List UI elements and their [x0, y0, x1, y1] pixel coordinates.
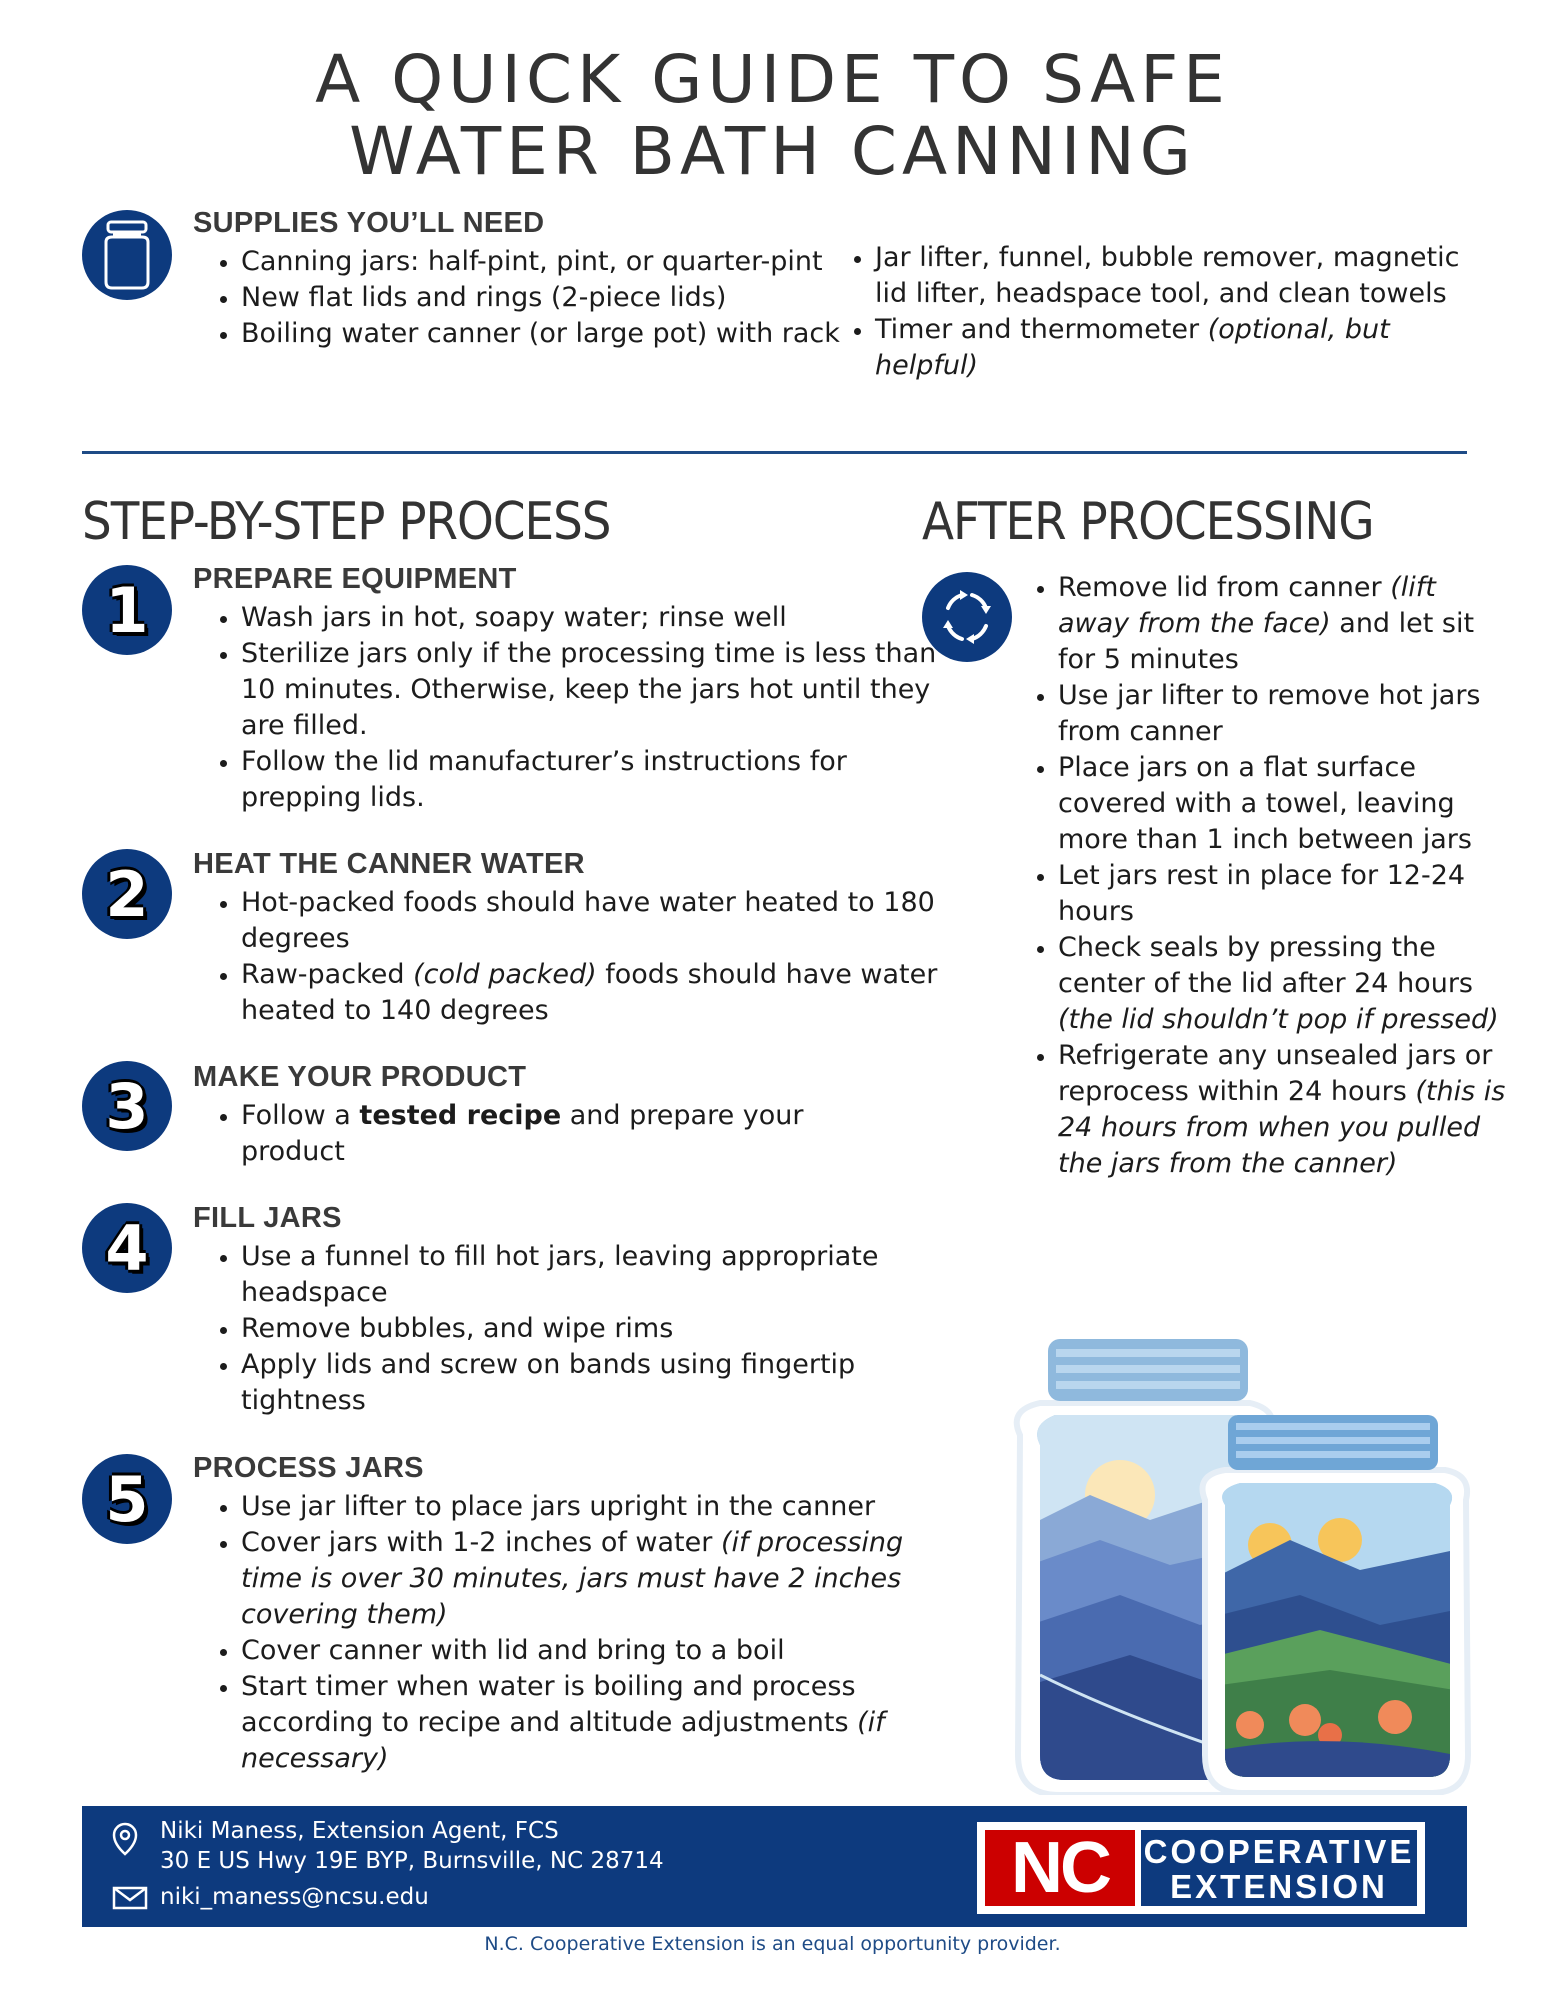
- list-item: • Let jars rest in place for 12-24 hours: [1058, 858, 1508, 930]
- step-2-heading: HEAT THE CANNER WATER: [193, 848, 585, 880]
- list-item: • Wash jars in hot, soapy water; rinse well: [241, 600, 941, 636]
- title-line-2: WATER BATH CANNING: [349, 113, 1196, 190]
- list-item: • Boiling water canner (or large pot) with rack: [241, 316, 861, 352]
- list-item: • Place jars on a flat surface covered with a towel, leaving more than 1 inch between jars: [1058, 750, 1508, 858]
- agent-address: 30 E US Hwy 19E BYP, Burnsville, NC 28714: [160, 1848, 664, 1874]
- step-3-list: [193, 1098, 881, 1170]
- list-item: • Hot-packed foods should have water heated to 180 degrees: [241, 885, 941, 957]
- step-1-number-icon: 1: [82, 565, 172, 655]
- steps-heading: STEP-BY-STEP PROCESS: [82, 492, 611, 552]
- list-item: • Use jar lifter to remove hot jars from canner: [1058, 678, 1508, 750]
- step-3-heading: MAKE YOUR PRODUCT: [193, 1061, 527, 1093]
- title-line-1: A QUICK GUIDE TO SAFE: [315, 41, 1230, 118]
- step-5-heading: PROCESS JARS: [193, 1452, 424, 1484]
- list-item: • New flat lids and rings (2-piece lids): [241, 280, 861, 316]
- cycle-arrows-icon: [922, 572, 1012, 662]
- footer-bar: [82, 1806, 1467, 1927]
- list-item: • Cover jars with 1-2 inches of water (if processing time is over 30 minutes, jars must have 2 inches covering them): [241, 1525, 961, 1633]
- agent-email-link[interactable]: niki_maness@ncsu.edu: [160, 1884, 429, 1910]
- list-item-text: Timer and thermometer: [875, 314, 1208, 345]
- list-item: • Remove bubbles, and wipe rims: [241, 1311, 961, 1347]
- list-item: • Canning jars: half-pint, pint, or quarter-pint: [241, 244, 861, 280]
- after-processing-heading: AFTER PROCESSING: [922, 492, 1374, 552]
- equal-opportunity-statement: N.C. Cooperative Extension is an equal opportunity provider.: [484, 1933, 1061, 1955]
- list-item: • Remove lid from canner (lift away from the face) and let sit for 5 minutes: [1058, 570, 1508, 678]
- supplies-list-left: [193, 244, 861, 352]
- supplies-heading: SUPPLIES YOU’LL NEED: [193, 207, 545, 239]
- step-4-number-icon: 4: [82, 1203, 172, 1293]
- step-2-number-icon: 2: [82, 849, 172, 939]
- mail-icon: [112, 1886, 148, 1914]
- nc-logo-wordmark: [1141, 1830, 1417, 1906]
- jar-icon: [82, 210, 172, 300]
- list-item: • Use a funnel to fill hot jars, leaving appropriate headspace: [241, 1239, 961, 1311]
- list-item: • Refrigerate any unsealed jars or reprocess within 24 hours (this is 24 hours from when you pulled the jars from the canner): [1058, 1038, 1508, 1182]
- location-pin-icon: [112, 1822, 138, 1860]
- agent-name: Niki Maness, Extension Agent, FCS: [160, 1818, 559, 1844]
- page-title: [0, 41, 1545, 190]
- logo-line-1: COOPERATIVE: [1143, 1833, 1415, 1870]
- list-item-text: Jar lifter, funnel, bubble remover, magnetic lid lifter, headspace tool, and clean towels: [875, 242, 1460, 309]
- list-item: • Use jar lifter to place jars upright in the canner: [241, 1489, 961, 1525]
- list-item: • Check seals by pressing the center of the lid after 24 hours (the lid shouldn’t pop if pressed): [1058, 930, 1508, 1038]
- step-5-number-icon: 5: [82, 1454, 172, 1544]
- list-item: • Sterilize jars only if the processing time is less than 10 minutes. Otherwise, keep the jars hot until they are filled.: [241, 636, 941, 744]
- list-item: • Raw-packed (cold packed) foods should have water heated to 140 degrees: [241, 957, 941, 1029]
- step-4-heading: FILL JARS: [193, 1202, 342, 1234]
- list-item: • Follow a tested recipe and prepare your product: [241, 1098, 881, 1170]
- supplies-list-right: [827, 240, 1475, 384]
- logo-line-2: EXTENSION: [1170, 1868, 1388, 1905]
- step-5-list: [193, 1489, 961, 1777]
- mason-jars-illustration: [1000, 1325, 1480, 1795]
- list-item: • Apply lids and screw on bands using fingertip tightness: [241, 1347, 961, 1419]
- nc-logo-mark: NC: [985, 1830, 1135, 1906]
- list-item-italic: (optional, but helpful): [875, 314, 1390, 381]
- section-divider: [82, 451, 1467, 454]
- list-item: • Follow the lid manufacturer’s instructions for prepping lids.: [241, 744, 941, 816]
- after-processing-list: [1010, 570, 1508, 1182]
- step-1-list: [193, 600, 941, 816]
- step-3-number-icon: 3: [82, 1061, 172, 1151]
- list-item: [875, 312, 1475, 384]
- step-2-list: [193, 885, 941, 1029]
- step-1-heading: PREPARE EQUIPMENT: [193, 563, 517, 595]
- list-item: [875, 240, 1475, 312]
- step-4-list: [193, 1239, 961, 1419]
- list-item: • Cover canner with lid and bring to a boil: [241, 1633, 961, 1669]
- nc-cooperative-extension-logo: [977, 1822, 1425, 1914]
- list-item: • Start timer when water is boiling and process according to recipe and altitude adjustments (if necessary): [241, 1669, 961, 1777]
